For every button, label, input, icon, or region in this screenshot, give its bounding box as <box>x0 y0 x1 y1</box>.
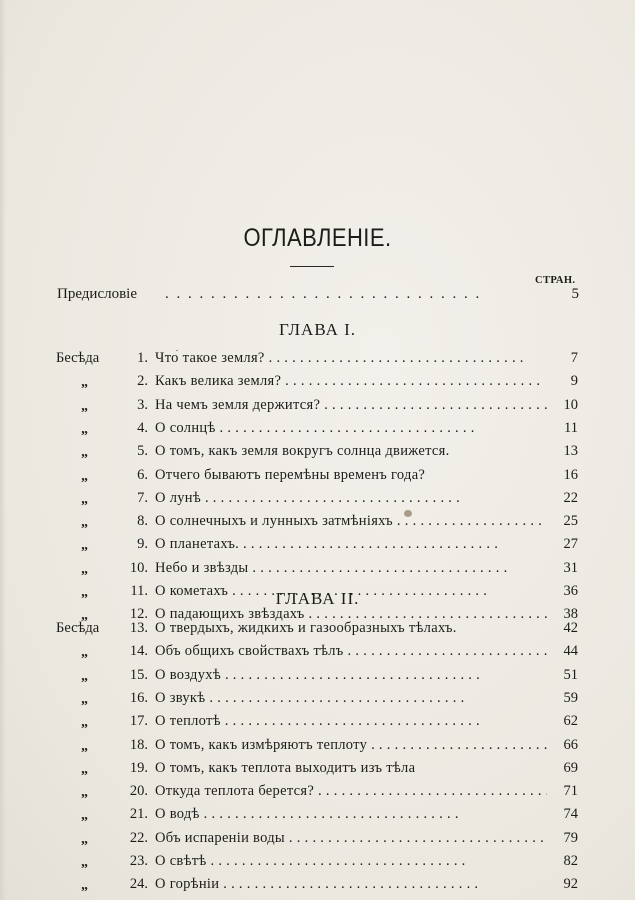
lead-word: Бесѣда <box>56 350 100 366</box>
entry-title: Какъ велика земля? . . <box>155 373 547 390</box>
page-column-label: СТРАН. <box>535 275 576 286</box>
entry-number: 23. <box>129 853 148 869</box>
entry-title: О воздухѣ . . <box>155 667 547 684</box>
entry-page: 25 <box>563 513 578 530</box>
toc-entry <box>0 350 635 372</box>
entry-title: О горѣніи . . <box>155 876 547 893</box>
toc-entry <box>0 667 635 689</box>
ditto-mark: „ <box>81 668 88 684</box>
entry-page: 22 <box>563 489 578 506</box>
ditto-mark: „ <box>81 808 88 824</box>
leader-dots <box>165 286 537 303</box>
toc-entry <box>0 490 635 512</box>
entry-page: 42 <box>563 620 578 636</box>
entry-number: 11. <box>130 583 148 599</box>
entry-title: Отчего бываютъ перемѣны временъ года? <box>155 466 426 483</box>
entry-number: 5. <box>137 443 148 460</box>
entry-title: О солнечныхъ и лунныхъ затмѣніяхъ . . <box>155 513 547 530</box>
entry-number: 16. <box>129 689 148 706</box>
entry-page: 10 <box>563 396 578 413</box>
entry-page: 92 <box>563 876 578 893</box>
entry-title: О томъ, какъ земля вокругъ солнца движется. <box>155 443 450 460</box>
entry-number: 12. <box>129 606 148 623</box>
preface-label: Предисловіе <box>57 286 138 302</box>
entry-title: О планетахъ. . . <box>155 536 547 553</box>
ditto-mark: „ <box>81 878 88 894</box>
entry-page: 38 <box>563 606 578 623</box>
toc-entry <box>0 713 635 735</box>
toc-entry <box>0 806 635 828</box>
entry-page: 13 <box>563 443 578 460</box>
entry-title: О твердыхъ, жидкихъ и газообразныхъ тѣлахъ. <box>155 620 457 636</box>
entry-title: О теплотѣ . . <box>155 713 547 730</box>
entry-title: О падающихъ звѣздахъ . . <box>155 606 547 623</box>
toc-entry <box>0 690 635 712</box>
entry-page: 16 <box>563 466 578 483</box>
entry-page: 44 <box>563 643 578 660</box>
page-title: ОГЛАВЛЕНІЕ. <box>243 224 392 252</box>
entry-title: Объ испареніи воды . . <box>155 830 547 847</box>
entry-title: О лунѣ . . <box>155 490 547 507</box>
entry-number: 8. <box>137 513 148 530</box>
entry-page: 69 <box>563 759 578 776</box>
entry-title: О водѣ . . <box>155 806 547 823</box>
entry-number: 3. <box>137 396 148 413</box>
ditto-mark: „ <box>81 715 88 731</box>
entry-title: На чемъ земля держится? . . <box>155 397 547 414</box>
ditto-mark: „ <box>81 375 88 391</box>
preface-page: 5 <box>571 286 579 302</box>
entry-number: 18. <box>129 736 148 753</box>
chapter-heading: ГЛАВА II. <box>275 589 360 608</box>
ditto-mark: „ <box>81 561 88 577</box>
entry-number: 24. <box>129 876 148 893</box>
preface-entry <box>57 286 579 306</box>
entry-title: Небо и звѣзды . . <box>155 560 547 577</box>
entry-page: 51 <box>563 666 578 683</box>
lead-word: Бесѣда <box>56 620 100 636</box>
entry-page: 27 <box>563 536 578 553</box>
toc-entry <box>0 737 635 759</box>
entry-page: 74 <box>563 806 578 823</box>
entry-title: О кометахъ . . <box>155 583 547 600</box>
entry-title: О звукѣ . . <box>155 690 547 707</box>
title-rule <box>290 266 334 267</box>
entry-number: 22. <box>129 829 148 846</box>
entry-number: 15. <box>129 666 148 683</box>
entry-title: О томъ, какъ теплота выходитъ изъ тѣла <box>155 759 416 776</box>
ditto-mark: „ <box>81 515 88 531</box>
toc-entry <box>0 620 635 642</box>
toc-entry <box>0 760 635 782</box>
entry-title: О солнцѣ . . <box>155 420 547 437</box>
entry-number: 1. <box>137 350 148 366</box>
toc-entry <box>0 876 635 898</box>
entry-page: 7 <box>570 350 578 366</box>
entry-page: 82 <box>563 853 578 869</box>
entry-number: 10. <box>129 559 148 576</box>
chapter-heading: ГЛАВА I. <box>278 320 357 339</box>
toc-entry <box>0 830 635 852</box>
toc-entry <box>0 420 635 442</box>
ditto-mark: „ <box>81 491 88 507</box>
entry-number: 7. <box>137 489 148 506</box>
toc-entry <box>0 373 635 395</box>
entry-number: 2. <box>137 373 148 390</box>
entry-page: 11 <box>564 419 578 436</box>
ditto-mark: „ <box>81 608 88 624</box>
toc-entry <box>0 443 635 465</box>
ditto-mark: „ <box>81 421 88 437</box>
entry-page: 9 <box>570 373 578 390</box>
ditto-mark: „ <box>81 468 88 484</box>
entry-title: Объ общихъ свойствахъ тѣлъ . . <box>155 643 547 660</box>
entry-title: О томъ, какъ измѣряютъ теплоту . . <box>155 737 547 754</box>
entry-title: Что̀ такое земля? . . <box>155 350 547 367</box>
ditto-mark: „ <box>81 761 88 777</box>
ditto-mark: „ <box>81 538 88 554</box>
ditto-mark: „ <box>81 785 88 801</box>
ditto-mark: „ <box>81 398 88 414</box>
ditto-mark: „ <box>81 445 88 461</box>
ditto-mark: „ <box>81 691 88 707</box>
ditto-mark: „ <box>81 645 88 661</box>
toc-entry <box>0 467 635 489</box>
toc-entry <box>0 853 635 875</box>
toc-entry <box>0 536 635 558</box>
entry-number: 19. <box>129 759 148 776</box>
entry-page: 62 <box>563 713 578 730</box>
toc-entry <box>0 560 635 582</box>
entry-page: 59 <box>563 689 578 706</box>
entry-title: Откуда теплота берется? . . <box>155 783 547 800</box>
toc-entry <box>0 513 635 535</box>
toc-entry <box>0 397 635 419</box>
ditto-mark: „ <box>81 738 88 754</box>
entry-number: 21. <box>129 806 148 823</box>
paper-stain <box>404 510 412 517</box>
entry-number: 9. <box>137 536 148 553</box>
entry-page: 31 <box>563 559 578 576</box>
entry-number: 13. <box>129 620 148 636</box>
entry-page: 36 <box>563 583 578 599</box>
ditto-mark: „ <box>81 855 88 870</box>
entry-page: 79 <box>563 829 578 846</box>
entry-number: 20. <box>129 783 148 800</box>
entry-number: 4. <box>137 419 148 436</box>
toc-entry <box>0 643 635 665</box>
entry-title: О свѣтѣ . . <box>155 853 547 870</box>
ditto-mark: „ <box>81 831 88 847</box>
entry-number: 14. <box>129 643 148 660</box>
entry-page: 71 <box>563 783 578 800</box>
entry-number: 6. <box>137 466 148 483</box>
toc-entry <box>0 783 635 805</box>
entry-page: 66 <box>563 736 578 753</box>
entry-number: 17. <box>129 713 148 730</box>
ditto-mark: „ <box>81 585 88 600</box>
